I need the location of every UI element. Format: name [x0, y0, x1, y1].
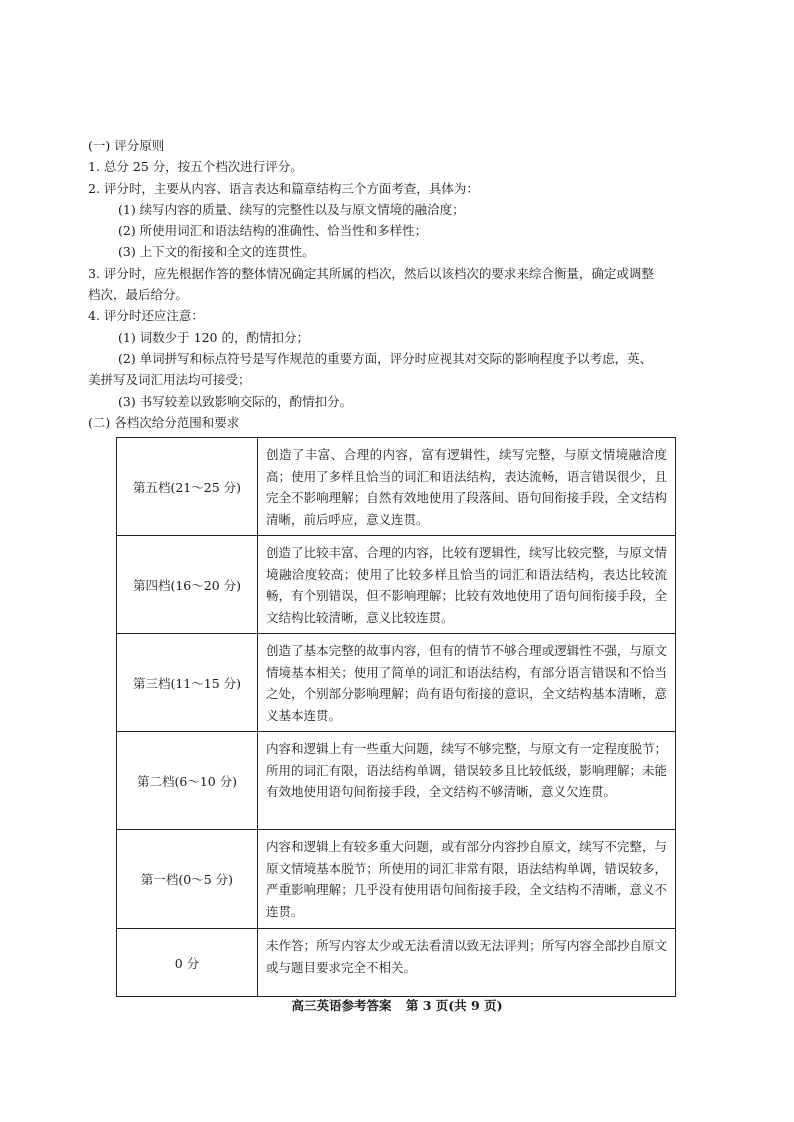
- grading-table: [116, 437, 676, 997]
- table-row: [117, 536, 676, 634]
- grade-level: 第四档(16～20 分): [117, 536, 258, 634]
- principle-item-4-sub-2-line-1: (2) 单词拼写和标点符号是写作规范的重要方面，评分时应视其对交际的影响程度予以考虑，英、: [118, 350, 653, 366]
- grade-description: 创造了基本完整的故事内容，但有的情节不够合理或逻辑性不强，与原文情境基本相关；使用了简单的词汇和语法结构，有部分语言错误和不恰当之处，个别部分影响理解；尚有语句衔接的意识，全文结构基本清晰，意义基本连贯。: [258, 634, 676, 732]
- grade-description: 创造了丰富、合理的内容，富有逻辑性，续写完整，与原文情境融洽度高；使用了多样且恰当的词汇和语法结构，表达流畅，语言错误很少，且完全不影响理解；自然有效地使用了段落间、语句间衔接手段，全文结构清晰，前后呼应，意义连贯。: [258, 438, 676, 536]
- grade-description: 内容和逻辑上有较多重大问题，或有部分内容抄自原文，续写不完整，与原文情境基本脱节；所使用的词汇非常有限，语法结构单调，错误较多，严重影响理解；几乎没有使用语句间衔接手段，全文结构不清晰，意义不连贯。: [258, 830, 676, 929]
- principle-item-2-sub-2: (2) 所使用词汇和语法结构的准确性、恰当性和多样性；: [118, 223, 428, 239]
- principle-item-3-line-1: 3. 评分时，应先根据作答的整体情况确定其所属的档次，然后以该档次的要求来综合衡量，确定或调整: [88, 265, 654, 281]
- principle-item-4: 4. 评分时还应注意：: [88, 308, 204, 324]
- table-row: [117, 732, 676, 830]
- principle-item-1: 1. 总分 25 分，按五个档次进行评分。: [88, 159, 303, 175]
- principle-item-4-sub-2-line-2: 美拼写及词汇用法均可接受；: [88, 372, 251, 388]
- table-row: [117, 929, 676, 997]
- grade-level: 0 分: [117, 929, 258, 997]
- document-body: [88, 135, 708, 997]
- grade-level: 第五档(21～25 分): [117, 438, 258, 536]
- footer-document-title: 高三英语参考答案: [291, 998, 392, 1013]
- principle-item-3-line-2: 档次，最后给分。: [88, 287, 189, 303]
- section-title-principles: (一) 评分原则: [88, 138, 165, 153]
- grade-description: 内容和逻辑上有一些重大问题，续写不够完整，与原文有一定程度脱节；所用的词汇有限，语法结构单调，错误较多且比较低级，影响理解；未能有效地使用语句间衔接手段，全文结构不够清晰，意义欠连贯。: [258, 732, 676, 830]
- principle-item-4-sub-3: (3) 书写较差以致影响交际的，酌情扣分。: [118, 393, 353, 409]
- principle-item-2: 2. 评分时，主要从内容、语言表达和篇章结构三个方面考查，具体为：: [88, 180, 479, 196]
- footer-page-number: 第 3 页(共 9 页): [405, 998, 503, 1013]
- page-footer: [0, 996, 794, 1014]
- section-title-grading-levels: (二) 各档次给分范围和要求: [88, 414, 240, 430]
- grade-level: 第一档(0～5 分): [117, 830, 258, 929]
- table-row: [117, 830, 676, 929]
- table-row: [117, 634, 676, 732]
- grade-level: 第二档(6～10 分): [117, 732, 258, 830]
- principle-item-4-sub-1: (1) 词数少于 120 的，酌情扣分；: [118, 329, 309, 345]
- principle-item-2-sub-1: (1) 续写内容的质量、续写的完整性以及与原文情境的融洽度；: [118, 201, 465, 217]
- grade-level: 第三档(11～15 分): [117, 634, 258, 732]
- table-row: [117, 438, 676, 536]
- grade-description: 创造了比较丰富、合理的内容，比较有逻辑性，续写比较完整，与原文情境融洽度较高；使用了比较多样且恰当的词汇和语法结构，表达比较流畅，有个别错误，但不影响理解；比较有效地使用了语句间衔接手段，全文结构比较清晰，意义比较连贯。: [258, 536, 676, 634]
- grade-description: 未作答；所写内容太少或无法看清以致无法评判；所写内容全部抄自原文或与题目要求完全不相关。: [258, 929, 676, 997]
- principle-item-2-sub-3: (3) 上下文的衔接和全文的连贯性。: [118, 244, 315, 260]
